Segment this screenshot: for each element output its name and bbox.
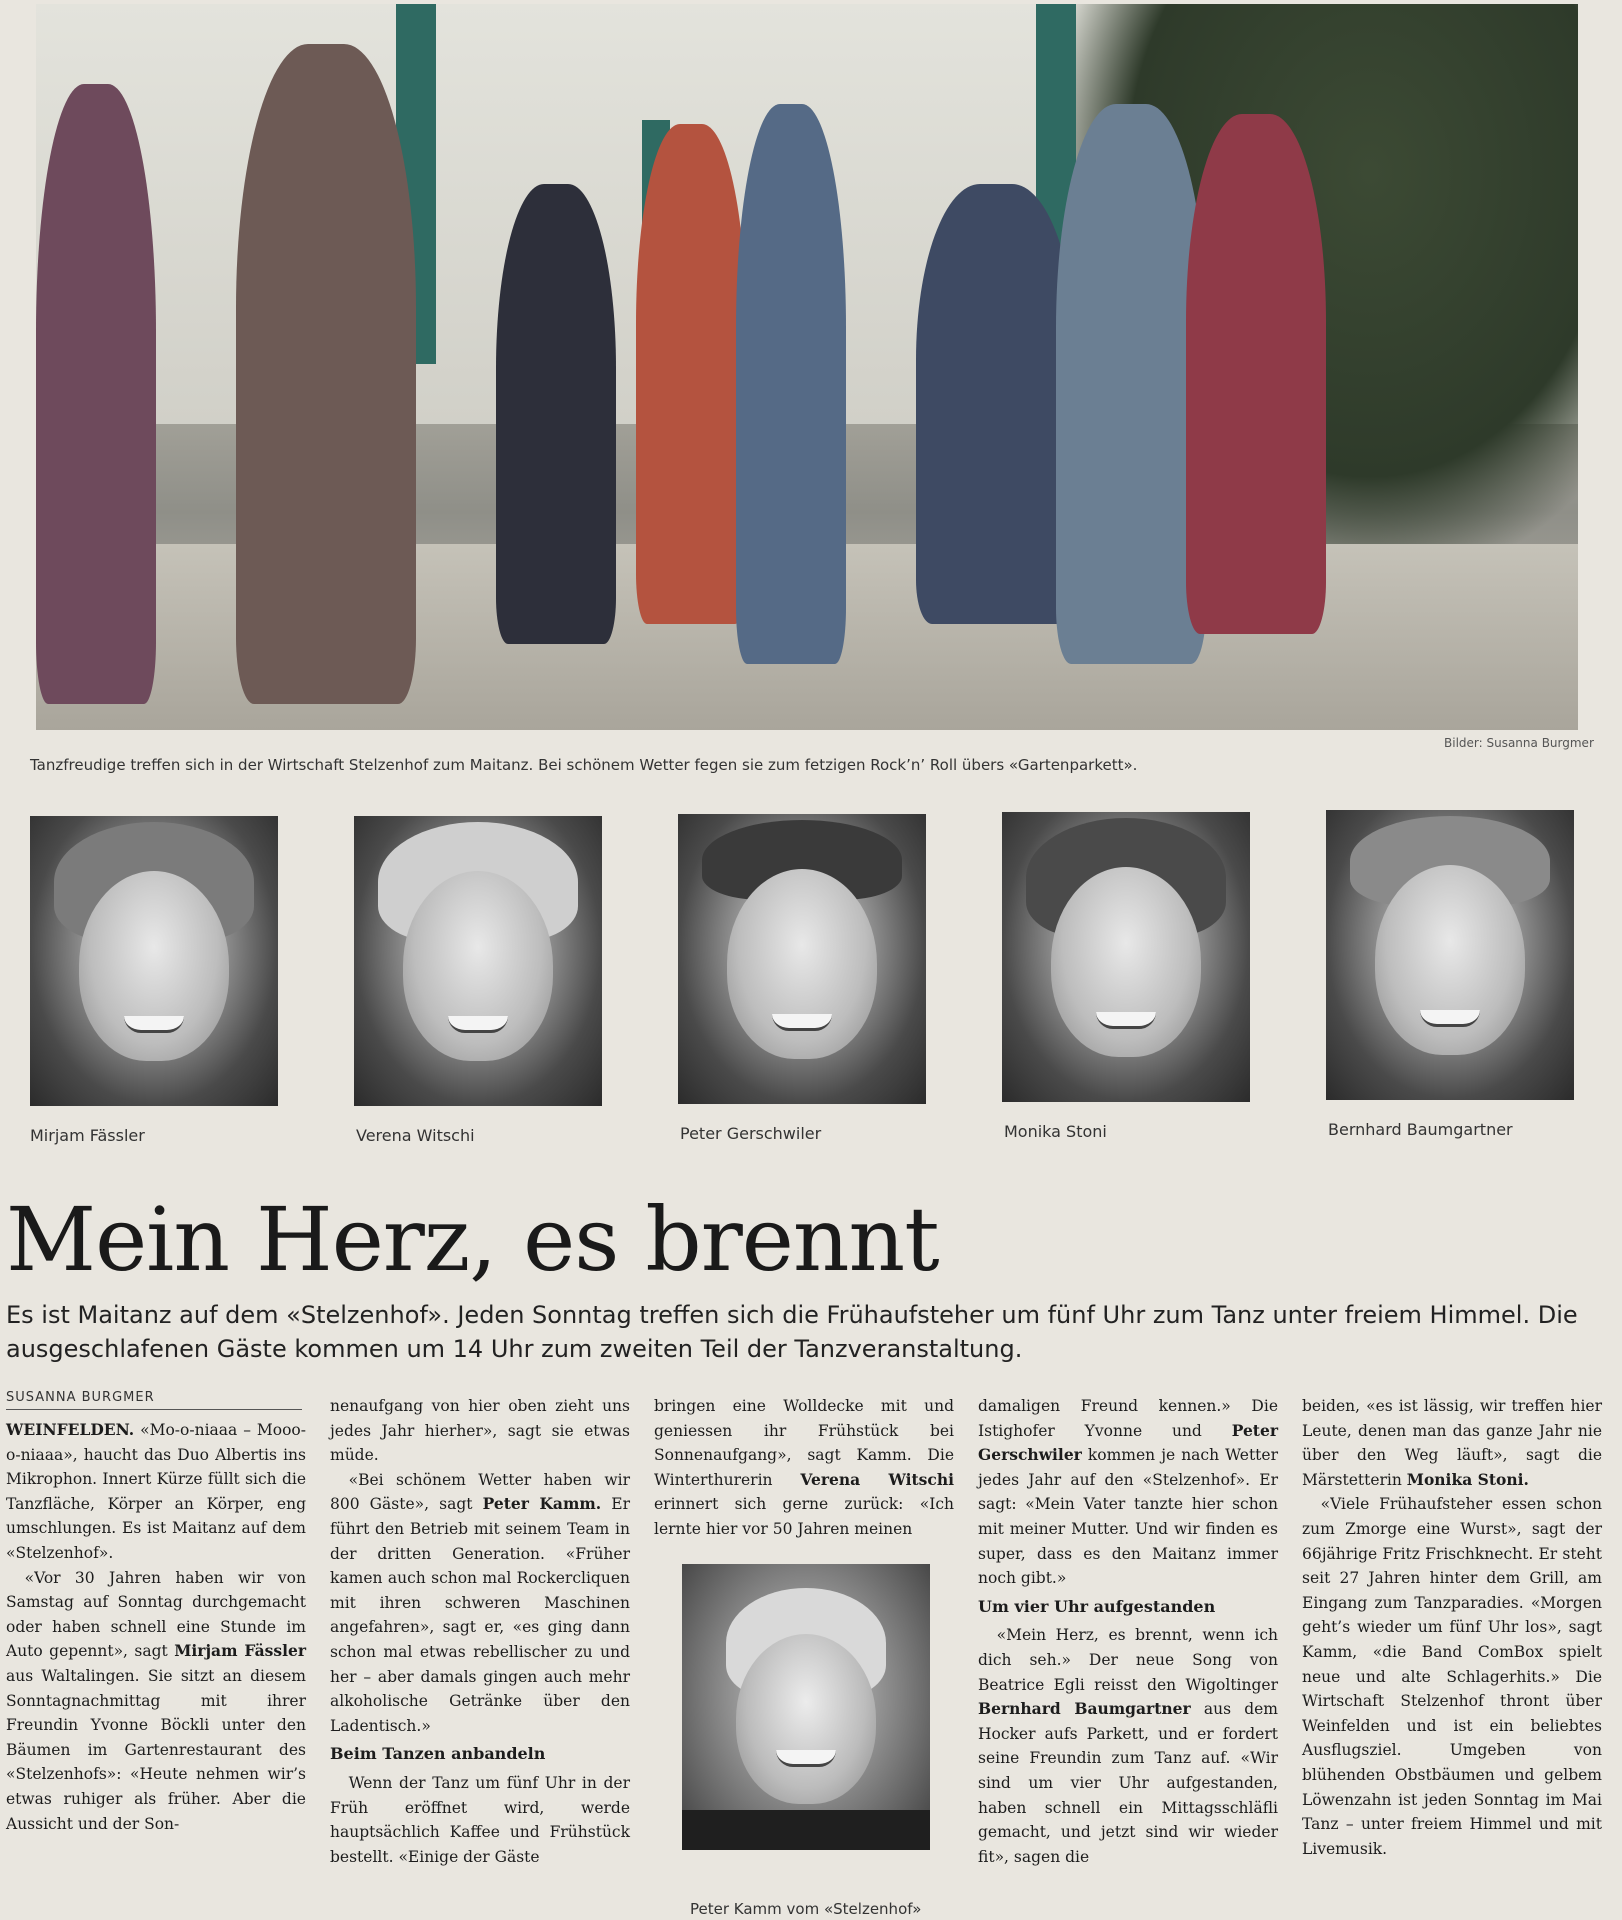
article-paragraph: WEINFELDEN. «Mo-o-niaaa – Mooo-o-niaaa», haucht das Duo Albertis ins Mikrophon. Innert Kürze füllt sich die Tanzfläche, Körper an Körper, eng umschlungen. Es ist Maitanz auf dem «Stelzenhof». xyxy=(6,1420,306,1562)
portrait-photo-peter-kamm xyxy=(682,1564,930,1850)
article-paragraph: damaligen Freund kennen.» Die Istighofer Yvonne und Peter Gerschwiler kommen je nach Wetter jedes Jahr auf den «Stelzenhof». Er sagt: «Mein Vater tanzte hier schon mit meiner Mutter. Und wir finden es super, dass es den Maitanz immer noch gibt.» xyxy=(978,1397,1278,1588)
article-column-5 xyxy=(1302,1394,1602,1861)
person-name: Monika Stoni. xyxy=(1406,1469,1529,1489)
article-column-2 xyxy=(330,1394,630,1869)
portrait-name: Peter Gerschwiler xyxy=(680,1124,822,1143)
hero-photo-dancers xyxy=(36,4,1578,730)
byline: SUSANNA BURGMER xyxy=(6,1390,302,1410)
portrait-photo xyxy=(30,816,278,1106)
article-column-4 xyxy=(978,1394,1278,1869)
article-paragraph: «Viele Frühaufsteher essen schon zum Zmorge eine Wurst», sagt der 66jährige Fritz Frischknecht. Er steht seit 27 Jahren hinter dem Grill, am Eingang zum Tanzparadies. «Morgen geht’s wieder um fünf Uhr los», sagt Kamm, «die Band ComBox spielt neue und alte Schlagerhits.» Die Wirtschaft Stelzenhof thront über Weinfelden und ist ein beliebtes Ausflugsziel. Umgeben von blühenden Obstbäumen und gelbem Löwenzahn ist jeden Sonntag im Mai Tanz – unter freiem Himmel und mit Livemusik. xyxy=(1302,1495,1602,1858)
hero-caption: Tanzfreudige treffen sich in der Wirtschaft Stelzenhof zum Maitanz. Bei schönem Wetter fegen sie zum fetzigen Rock’n’ Roll übers «Gartenparkett». xyxy=(30,756,1138,774)
article-paragraph: beiden, «es ist lässig, wir treffen hier Leute, denen man das ganze Jahr nie über den Weg läuft», sagt die Märstetterin Monika Stoni. xyxy=(1302,1397,1602,1489)
article-column-3 xyxy=(654,1394,954,1542)
article-paragraph: «Bei schönem Wetter haben wir 800 Gäste», sagt Peter Kamm. Er führt den Betrieb mit seinem Team in der dritten Generation. «Früher kamen auch schon mal Rockercliquen mit ihren schweren Maschinen angefahren», sagt er, «es ging dann schon mal etwas rebellischer zu und her – aber damals gingen auch mehr alkoholische Getränke über den Ladentisch.» xyxy=(330,1470,630,1735)
subheading: Um vier Uhr aufgestanden xyxy=(978,1596,1216,1616)
portrait-name: Verena Witschi xyxy=(356,1126,475,1145)
person-name: Mirjam Fässler xyxy=(174,1641,306,1661)
article-paragraph: bringen eine Wolldecke mit und geniessen ihr Frühstück bei Sonnenaufgang», sagt Kamm. Die Winterthurerin Verena Witschi erinnert sich gerne zurück: «Ich lernte hier vor 50 Jahren meinen xyxy=(654,1397,954,1538)
person-name: Verena Witschi xyxy=(800,1469,954,1489)
portrait-photo xyxy=(1002,812,1250,1102)
portrait-name: Mirjam Fässler xyxy=(30,1126,145,1145)
dateline: WEINFELDEN. xyxy=(6,1420,135,1439)
portrait-name: Monika Stoni xyxy=(1004,1122,1107,1141)
article-paragraph: nenaufgang von hier oben zieht uns jedes Jahr hierher», sagt sie etwas müde. xyxy=(330,1397,630,1465)
portrait-photo xyxy=(354,816,602,1106)
portrait-name: Bernhard Baumgartner xyxy=(1328,1120,1513,1139)
article-paragraph: «Vor 30 Jahren haben wir von Samstag auf Sonntag durchgemacht oder haben schnell eine Stunde im Auto gepennt», sagt Mirjam Fässler aus Waltalingen. Sie sitzt an diesem Sonntagnachmittag mit ihrer Freundin Yvonne Böckli unter den Bäumen im Gartenrestaurant des «Stelzenhofs»: «Heute nehmen wir’s etwas ruhiger als früher. Aber die Aussicht und der Son- xyxy=(6,1568,306,1833)
person-name: Bernhard Baumgartner xyxy=(978,1699,1191,1719)
article-column-1 xyxy=(6,1418,306,1836)
photo-caption: Peter Kamm vom «Stelzenhof» xyxy=(690,1900,922,1918)
headline: Mein Herz, es brennt xyxy=(6,1188,939,1291)
article-paragraph: Wenn der Tanz um fünf Uhr in der Früh eröffnet wird, werde hauptsächlich Kaffee und Frühstück bestellt. «Einige der Gäste xyxy=(330,1773,630,1866)
portrait-photo xyxy=(678,814,926,1104)
lead-paragraph: Es ist Maitanz auf dem «Stelzenhof». Jeden Sonntag treffen sich die Frühaufsteher um fünf Uhr zum Tanz unter freiem Himmel. Die ausgeschlafenen Gäste kommen um 14 Uhr zum zweiten Teil der Tanzveranstaltung. xyxy=(6,1301,1578,1363)
subheading: Beim Tanzen anbandeln xyxy=(330,1744,546,1764)
person-name: Peter Kamm. xyxy=(482,1494,602,1514)
article-paragraph: «Mein Herz, es brennt, wenn ich dich seh.» Der neue Song von Beatrice Egli reisst den Wigoltinger Bernhard Baumgartner aus dem Hocker aufs Parkett, und er fordert seine Freundin zum Tanz auf. «Wir sind um vier Uhr aufgestanden, haben schnell ein Mittagsschläfli gemacht, und jetzt sind wir wieder fit», sagen die xyxy=(978,1626,1279,1866)
person-name: Peter Gerschwiler xyxy=(978,1420,1278,1465)
portrait-photo xyxy=(1326,810,1574,1100)
photo-credit: Bilder: Susanna Burgmer xyxy=(1444,736,1594,750)
